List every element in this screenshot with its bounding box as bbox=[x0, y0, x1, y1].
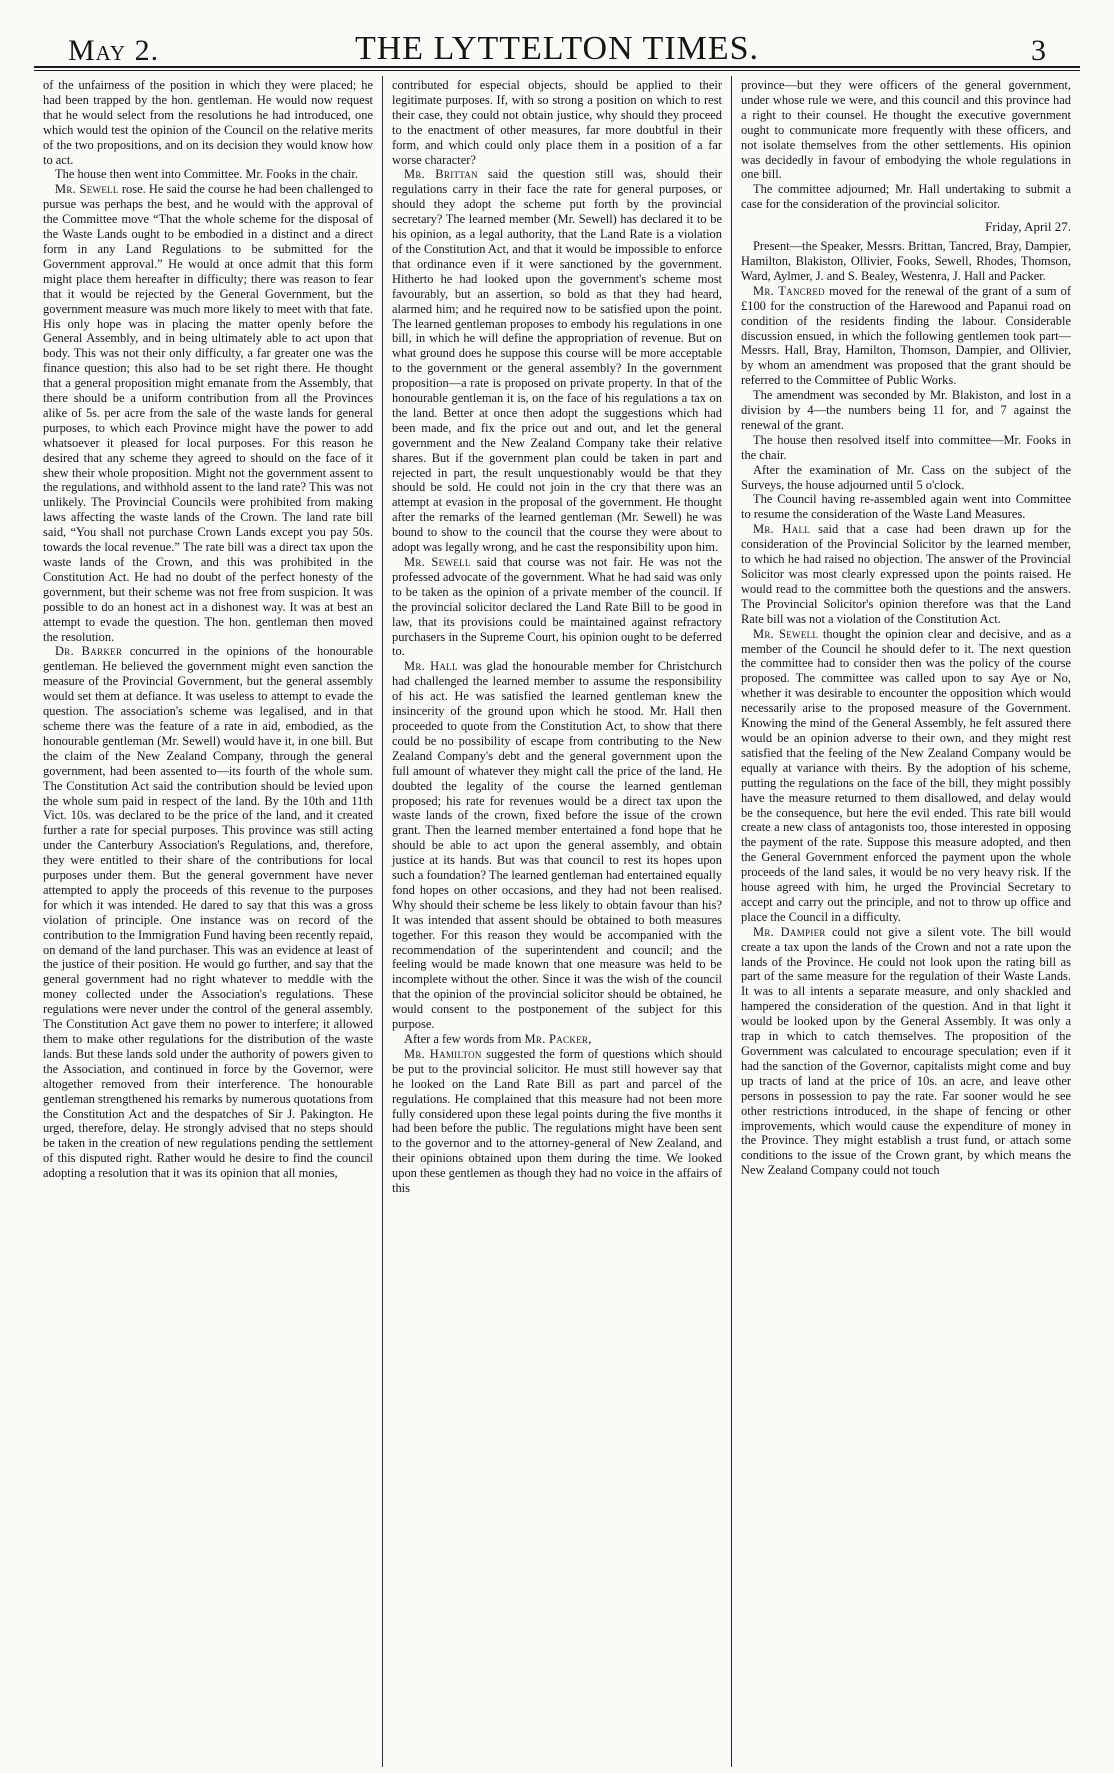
speech-text: After a few words from bbox=[404, 1032, 522, 1046]
speaker-name: Mr. Brittan bbox=[404, 167, 478, 182]
paragraph bbox=[392, 1047, 722, 1196]
paragraph: contributed for especial objects, should be applied to their legitimate purposes. If, with so strong a position on which to rest their case, they could not obtain justice, why should they proceed to the enactment of other measures, far more doubtful in their form, and which could only place them in a position of a far worse character? bbox=[392, 78, 722, 167]
paragraph bbox=[741, 627, 1071, 925]
paragraph: province—but they were officers of the general government, under whose rule we were, and this council and this province had a right to their counsel. He thought the executive government ought to communicate more frequently with these officers, and not isolate themselves from the other settlements. His opinion was decidedly in favour of embodying the whole regulations in one bill. bbox=[741, 78, 1071, 182]
speaker-name: Mr. Sewell bbox=[404, 555, 471, 569]
speech-text: was glad the honourable member for Christchurch had challenged the learned member to assume the responsibility of his act. He was satisfied the learned gentleman knew the insincerity of the ground upon which he stood. Mr. Hall then proceeded to quote from the Constitution Act, to show that there could be no possibility of escape from contributing to the New Zealand Company's debt and the general government upon the full amount of whatever they might call the price of the land. He doubted the legality of the course the learned gentleman proposed; his rate for revenues would be a direct tax upon the waste lands of the crown, fixed before the issue of the crown grant. Then the learned member entertained a fond hope that he should be able to act upon the general assembly, and obtain justice at its hands. But was that council to rest its hopes upon such a foundation? The learned gentleman had entertained equally fond hopes on other occasions, and they had not been realised. Why should their scheme be less likely to obtain favour than his? It was intended that assent should be obtained to both measures together. For this reason they would be accompanied with the recommendation of the superintendent and council; and the feeling would be made known that one measure was held to be incomplete without the other. Since it was the wish of the council that the opinion of the provincial solicitor should be obtained, he would consent to the postponement of the subject for this purpose. bbox=[392, 659, 723, 1032]
speaker-name: Mr. Hamilton bbox=[404, 1046, 482, 1061]
paragraph bbox=[392, 1032, 722, 1047]
speaker-name: Mr. Tancred bbox=[753, 283, 825, 298]
speech-text: said that a case had been drawn up for the consideration of the Provincial Solicitor by the learned member, to which he had raised no objection. The answer of the Provincial Solicitor was most clearly expressed upon the points raised. He would read to the committee both the questions and the answers. The Provincial Solicitor's opinion therefore was that the Land Rate bill was not a violation of the Constitution Act. bbox=[741, 522, 1071, 626]
speech-text: thought the opinion clear and decisive, and as a member of the Council he should defer to it. The next question the committee had to consider then was the policy of the course proposed. The committee was called upon to say Aye or No, whether it was desirable to encounter the opposition which would necessarily arise to the proposed measure of the Government. Knowing the mind of the General Assembly, he felt assured there would be an opinion adverse to their own, and they might rest satisfied that the feeling of the New Zealand Company would be equally at variance with theirs. By the adoption of his scheme, putting the regulations on the face of the bill, they might possibly have the measure returned to them disallowed, and delay would be the consequence, but here the evil ended. This rate bill would create a new class of antagonists too, those interested in opposing the payment of the rate. Suppose this measure adopted, and then the General Government enforced the payment upon the whole proceeds of the land sales, it would be no very heavy risk. If the house agreed with him, he urged the Provincial Secretary to accept and carry out the principle, and not to throw up office and place the Council in a difficulty. bbox=[741, 626, 1071, 924]
paragraph: of the unfairness of the position in which they were placed; he had been trapped by the hon. gentleman. He would now request that he would select from the resolutions he had introduced, one which would test the opinion of the Council on the relative merits of the two propositions, and on its decision they would know how to act. bbox=[43, 78, 373, 167]
paragraph: The house then went into Committee. Mr. Fooks in the chair. bbox=[55, 167, 358, 182]
speaker-name: Mr. Dampier bbox=[753, 924, 826, 939]
paragraph: The house then resolved itself into committee—Mr. Fooks in the chair. bbox=[741, 432, 1071, 462]
paragraph bbox=[392, 555, 722, 659]
speech-text: suggested the form of questions which should be put to the provincial solicitor. He must still however say that he looked on the Land Rate Bill as part and parcel of the regulations. He complained that this measure had not been more fully considered upon these legal points during the five months it had been before the public. The regulations might have been sent to the governor and to the attorney-general of New Zealand, and their opinions obtained upon them during the time. We looked upon these gentlemen as though they had no voice in the affairs of this bbox=[392, 1046, 723, 1196]
newspaper-title: THE LYTTELTON TIMES. bbox=[354, 30, 760, 67]
paragraph: The Council having re-assembled again went into Committee to resume the consideration of the Waste Land Measures. bbox=[741, 492, 1071, 522]
paragraph bbox=[741, 284, 1071, 388]
speaker-name: Mr. Hall bbox=[404, 659, 458, 674]
speaker-name: Mr. Packer, bbox=[524, 1032, 592, 1046]
paragraph bbox=[392, 659, 722, 1032]
column-middle bbox=[382, 76, 731, 1767]
paragraph: Present—the Speaker, Messrs. Brittan, Tancred, Bray, Dampier, Hamilton, Blakiston, Ollivier, Fooks, Sewell, Rhodes, Thomson, Ward, Aylmer, J. and S. Bealey, Westenra, J. Hall and Packer. bbox=[741, 239, 1071, 283]
speaker-name: Dr. Barker bbox=[55, 644, 123, 659]
paragraph bbox=[392, 167, 722, 555]
issue-date: May 2. bbox=[68, 34, 160, 67]
header-rule bbox=[34, 66, 1080, 68]
paragraph bbox=[741, 925, 1071, 1178]
masthead bbox=[34, 26, 1080, 66]
header-rule-thin bbox=[34, 70, 1080, 71]
speaker-name: Mr. Hall bbox=[753, 522, 811, 537]
page-number: 3 bbox=[1031, 34, 1046, 67]
paragraph: After the examination of Mr. Cass on the subject of the Surveys, the house adjourned until 5 o'clock. bbox=[741, 462, 1071, 492]
column-left bbox=[34, 76, 382, 1767]
speech-text: said that course was not fair. He was not the professed advocate of the government. What he had said was only to be taken as the opinion of a private member of the council. If the provincial solicitor declared the Land Rate Bill to be good in law, that its provisions could be maintained against refractory purchasers in the Supreme Court, his opinion ought to be deferred to. bbox=[392, 555, 723, 659]
speech-text: said the question still was, should their regulations carry in their face the rate for general purposes, or should they adopt the scheme put forth by the provincial secretary? The learned member (Mr. Sewell) has declared it to be his opinion, as a legal authority, that the Land Rate is a violation of the Constitution Act, and that it would be impossible to enforce that ordinance even if it were sanctioned by the government. Hitherto he had looked upon the government's scheme most favourably, but an assertion, so bold as that they had heard, alarmed him; and he required now to be satisfied upon the point. The learned gentleman proposes to embody his regulations in one bill, in which he will define the appropriation of revenue. But on what ground does he suppose this course will be more acceptable to the government or the general assembly? In the government proposition—a rate is proposed on private property. In that of the honourable gentleman it is, on the face of his regulations a tax on the land. Better at once then adopt the suggestions which had been made, and fix the price out and out, and let the general government and the New Zealand Company take their relative shares. But if the government plan could be taken in part and rejected in part, the result unquestionably would be that they should be sold. He could not join in the cry that there was an attempt at evasion in the proposal of the government. He thought after the remarks of the learned gentleman (Mr. Sewell) he was bound to show to the council that the course they were about to adopt was legally wrong, and he cast the responsibility upon him. bbox=[392, 167, 722, 555]
speech-text: concurred in the opinions of the honourable gentleman. He believed the government might even sanction the measure of the Provincial Government, but the general assembly would set them at defiance. It was useless to attempt to evade the question. The association's scheme was legalised, and in that scheme there was the feature of a rate in aid, embodied, as the honourable gentleman (Mr. Sewell) would have it, in one bill. But the claim of the New Zealand Company, through the general government, had been assented to—its fourth of the whole sum. The Constitution Act said the contribution should be levied upon the whole sum paid in respect of the land. By the 10th and 11th Vict. 10s. was declared to be the price of the land, and it created further a rate for special purposes. This province was still acting under the Canterbury Association's Regulations, and, therefore, they were entitled to their share of the contributions for local purposes under them. But the general government have never attempted to apply the proceeds of this revenue to the purposes for which it was intended. He dared to say that this was a gross violation of principle. One instance was on record of the contribution to the Immigration Fund having been recently repaid, on demand of the land purchaser. This was an evidence at least of the justice of their position. He would go further, and say that the general government had no right whatever to meddle with the money collected under the Association's regulations. These regulations were never under the control of the general assembly. The Constitution Act gave them no power to interfere; it allowed them to make other regulations for the distribution of the waste lands. But these lands sold under the authority of powers given to the Association, and continued in force by the Governor, were altogether removed from their interference. The honourable gentleman strengthened his remarks by numerous quotations from the Constitution Act and the despatches of Sir J. Pakington. He urged, therefore, delay. He strongly advised that no steps should be taken in the creation of new regulations pending the settlement of this disputed right. Rather would he desire to find the council adopting a resolution that it was its opinion that all monies, bbox=[43, 644, 373, 1181]
speech-text: rose. He said the course he had been challenged to pursue was perhaps the best, and he would with the approval of the Committee move “That the whole scheme for the disposal of the Waste Lands ought to be embodied in a distinct and a direct form in any Land Regulations to be submitted for the Government approval.” He would at once admit that this form might place them hereafter in difficulty; there was reason to fear that it would be rejected by the General Government, but the government measure was much more likely to meet with that fate. His only hope was in placing the matter openly before the General Assembly, and in being ultimately able to act upon that body. This was not their only difficulty, a far greater one was the finance question; this also had to be set right there. He thought that a general proposition might emanate from the Assembly, that there should be a uniform contribution from all the Provinces alike of 5s. per acre from the sale of the waste lands for general purposes, to which each Province might have the power to add whatsoever it pleased for local purposes. For this reason he desired that any scheme they agreed to should on the face of it shew their whole proposition. Might not the government assent to the regulations, and withhold assent to the land rate? This was not unlikely. The Provincial Councils were prohibited from making laws affecting the waste lands of the Crown. The land rate bill said, “You shall not purchase Crown Lands except you pay 50s. towards the local revenue.” The rate bill was a direct tax upon the waste lands of the Crown, and this was prohibited in the Constitution Act. He had no doubt of the perfect honesty of the government, but their scheme was not free from suspicion. It was possible to do an honest act in a dishonest way. It was at best an attempt to evade the question. The hon. gentleman then moved the resolution. bbox=[43, 182, 373, 644]
paragraph bbox=[43, 644, 373, 1181]
article-columns bbox=[34, 76, 1080, 1767]
paragraph: The amendment was seconded by Mr. Blakiston, and lost in a division by 4—the numbers being 11 for, and 7 against the renewal of the grant. bbox=[741, 388, 1071, 432]
speech-text: could not give a silent vote. The bill would create a tax upon the lands of the Crown and not a rate upon the lands of the Province. He could not look upon the rating bill as part of the same measure for the regulation of their Waste Lands. It was to all intents a separate measure, and only shackled and hampered the consideration of the question. And in that light it would be looked upon by the General Assembly. It was only a trap in which to catch themselves. The proposition of the Government was calculated to encourage speculation; even if it had the sanction of the Governor, capitalists might come and buy up tracts of land at the price of 10s. an acre, and leave other persons in possession to pay the rate. Far sooner would he see other restrictions introduced, in the shape of fencing or other improvements, which would cause the expenditure of money in the Province. They might establish a trust fund, or attach some conditions to the issue of the Crown grant, by which means the New Zealand Company could not touch bbox=[741, 924, 1071, 1178]
paragraph bbox=[43, 182, 373, 644]
speaker-name: Mr. Sewell bbox=[55, 182, 119, 197]
speech-text: moved for the renewal of the grant of a sum of £100 for the construction of the Harewood and Papanui road on condition of the residents finding the labour. Considerable discussion ensued, in which the following gentlemen took part—Messrs. Hall, Bray, Hamilton, Thomson, Dampier, and Ollivier, by whom an amendment was proposed that the grant should be referred to the Committee of Public Works. bbox=[741, 283, 1072, 388]
paragraph bbox=[741, 522, 1071, 626]
speaker-name: Mr. Sewell bbox=[753, 626, 819, 641]
column-right bbox=[731, 76, 1080, 1767]
session-dateline: Friday, April 27. bbox=[985, 219, 1071, 235]
paragraph: The committee adjourned; Mr. Hall undertaking to submit a case for the consideration of the provincial solicitor. bbox=[741, 182, 1071, 212]
